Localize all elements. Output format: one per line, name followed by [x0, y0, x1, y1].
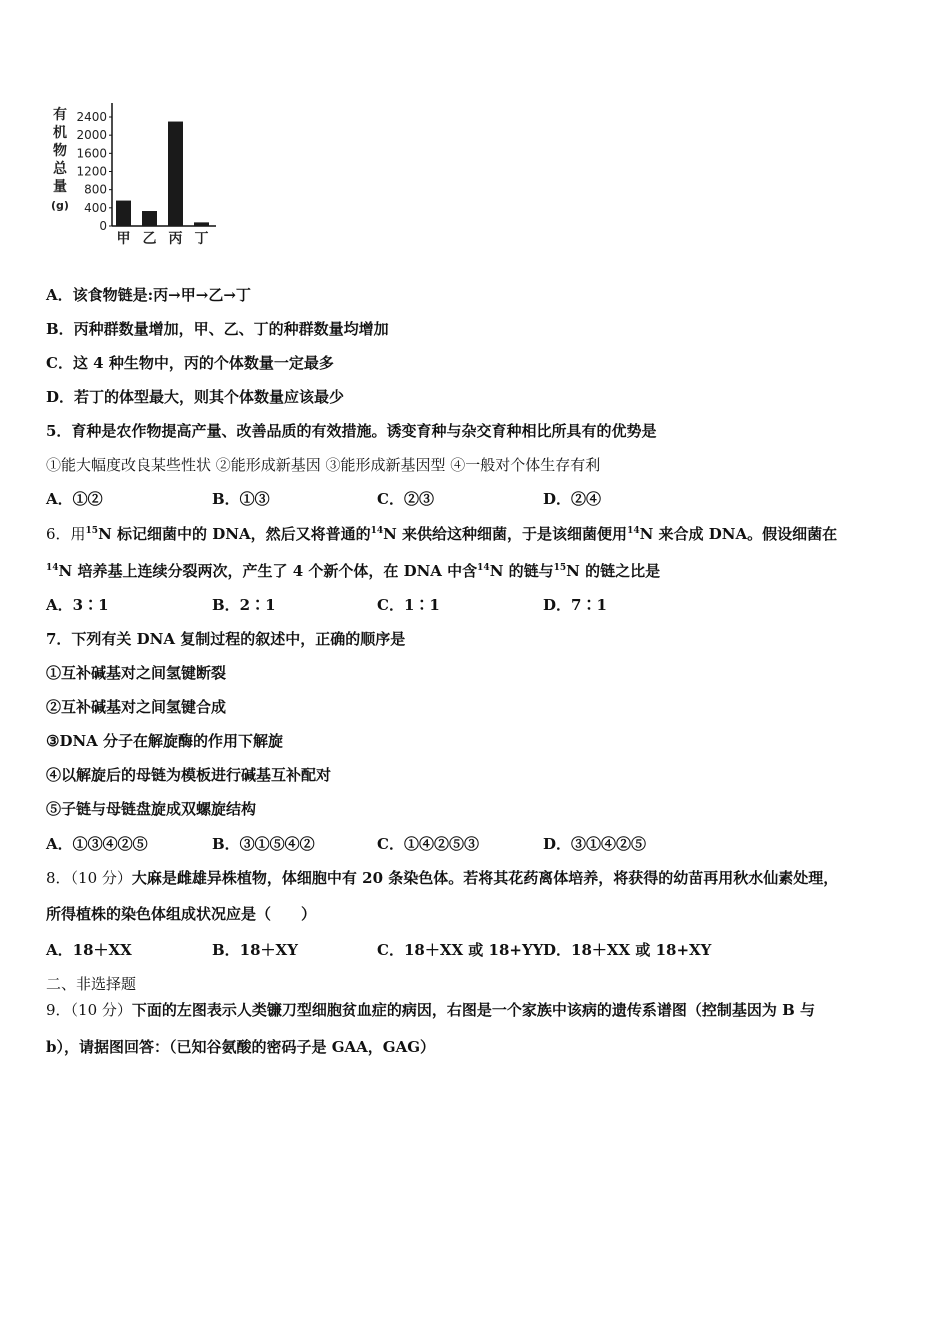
q7-step-1: ①互补碱基对之间氢键断裂	[46, 664, 227, 682]
q8-option-d: D．18＋XX 或 18+XY	[543, 941, 712, 959]
x-axis-categories	[117, 231, 209, 247]
q5-stem: 5．育种是农作物提高产量、改善品质的有效措施。诱变育种与杂交育种相比所具有的优势是	[46, 422, 657, 440]
q5-option-b: B．①③	[212, 490, 270, 508]
q9-stem-line1	[46, 1000, 815, 1020]
q6-option-d: D．7∶1	[543, 596, 607, 614]
q6-sup-4: 14	[46, 563, 59, 573]
q7-step-3: ③DNA 分子在解旋酶的作用下解旋	[46, 732, 284, 750]
q9-stem-text1: 下面的左图表示人类镰刀型细胞贫血症的病因，右图是一个家族中该病的遗传系谱图（控制基因为 B 与	[131, 1001, 816, 1019]
q6-stem-line2	[46, 561, 660, 581]
y-label-char: 物	[53, 143, 67, 159]
y-label-char: 总	[53, 161, 67, 177]
q7-option-a: A．①③④②⑤	[46, 835, 148, 853]
y-tick-label: 1600	[76, 146, 107, 161]
q8-option-c: C．18＋XX 或 18+YY	[377, 941, 544, 959]
q9-number: 9．（10 分）	[46, 1001, 132, 1019]
q6-option-b: B．2∶1	[212, 596, 276, 614]
x-category-label: 乙	[142, 231, 157, 247]
q7-step-4: ④以解旋后的母链为模板进行碱基互补配对	[46, 766, 332, 784]
x-category-label: 甲	[116, 231, 131, 247]
y-label-char: 量	[53, 179, 67, 195]
q7-option-d: D．③①④②⑤	[543, 835, 647, 853]
q6-text-5: N 培养基上连续分裂两次，产生了 4 个新个体，在 DNA 中含	[58, 562, 478, 580]
q6-option-c: C．1∶1	[377, 596, 440, 614]
q4-option-c: C．这 4 种生物中，丙的个体数量一定最多	[46, 354, 334, 372]
q5-option-d: D．②④	[543, 490, 602, 508]
q6-text-2: N 标记细菌中的 DNA，然后又将普通的	[98, 525, 371, 543]
q5-items: ①能大幅度改良某些性状 ②能形成新基因 ③能形成新基因型 ④一般对个体生存有利	[46, 456, 601, 474]
organic-matter-bar-chart	[48, 95, 228, 255]
q6-sup-2: 14	[370, 526, 384, 536]
q7-step-5: ⑤子链与母链盘旋成双螺旋结构	[46, 800, 257, 818]
q6-text-4: N 来合成 DNA。假设细菌在	[639, 525, 838, 543]
q6-sup-6: 15	[553, 563, 567, 573]
q8-stem-line1	[46, 868, 838, 888]
bar-0	[116, 201, 131, 226]
q8-option-a: A．18＋XX	[46, 941, 132, 959]
q6-sup-3: 14	[627, 526, 640, 536]
section-heading: 二、非选择题	[46, 975, 137, 993]
y-label-char: (g)	[51, 199, 69, 212]
q6-text-1: 6．用	[46, 525, 86, 543]
bars	[116, 122, 209, 226]
q6-sup-1: 15	[85, 526, 99, 536]
q5-option-a: A．①②	[46, 490, 103, 508]
y-tick-label: 2000	[76, 128, 107, 143]
q8-number: 8．（10 分）	[46, 869, 132, 887]
y-tick-label: 400	[84, 200, 107, 215]
q7-step-2: ②互补碱基对之间氢键合成	[46, 698, 227, 716]
q8-stem-text1: 大麻是雌雄异株植物，体细胞中有 20 条染色体。若将其花药离体培养，将获得的幼苗再用秋水仙素处理，	[131, 869, 839, 887]
q6-text-7: N 的链之比是	[566, 562, 661, 580]
q7-option-c: C．①④②⑤③	[377, 835, 479, 853]
q8-option-b: B．18＋XY	[212, 941, 298, 959]
y-label-char: 有	[53, 107, 67, 123]
y-tick-label: 2400	[76, 110, 107, 124]
y-tick-label: 800	[84, 182, 107, 197]
q4-option-b: B．丙种群数量增加，甲、乙、丁的种群数量均增加	[46, 320, 389, 338]
q5-option-c: C．②③	[377, 490, 434, 508]
bar-3	[194, 222, 209, 226]
q6-option-a: A．3∶1	[46, 596, 109, 614]
q9-stem-line2: b），请据图回答：（已知谷氨酸的密码子是 GAA，GAG）	[46, 1038, 436, 1056]
q6-text-3: N 来供给这种细菌，于是该细菌便用	[383, 525, 628, 543]
y-axis-ticks	[76, 110, 112, 233]
q4-option-d: D．若丁的体型最大，则其个体数量应该最少	[46, 388, 345, 406]
y-label-char: 机	[53, 125, 67, 141]
q4-option-a: A．该食物链是:丙→甲→乙→丁	[46, 286, 251, 304]
bar-2	[168, 122, 183, 226]
q6-text-6: N 的链与	[489, 562, 554, 580]
q8-stem-line2: 所得植株的染色体组成状况应是（ ）	[46, 905, 317, 923]
q7-stem: 7．下列有关 DNA 复制过程的叙述中，正确的顺序是	[46, 630, 406, 648]
q7-option-b: B．③①⑤④②	[212, 835, 315, 853]
y-tick-label: 1200	[76, 164, 107, 179]
x-category-label: 丁	[194, 231, 209, 247]
y-tick-label: 0	[99, 219, 107, 233]
x-category-label: 丙	[168, 231, 183, 247]
y-axis-label	[51, 106, 69, 212]
q6-stem-line1	[46, 524, 837, 544]
q6-sup-5: 14	[477, 563, 490, 573]
bar-1	[142, 211, 157, 226]
